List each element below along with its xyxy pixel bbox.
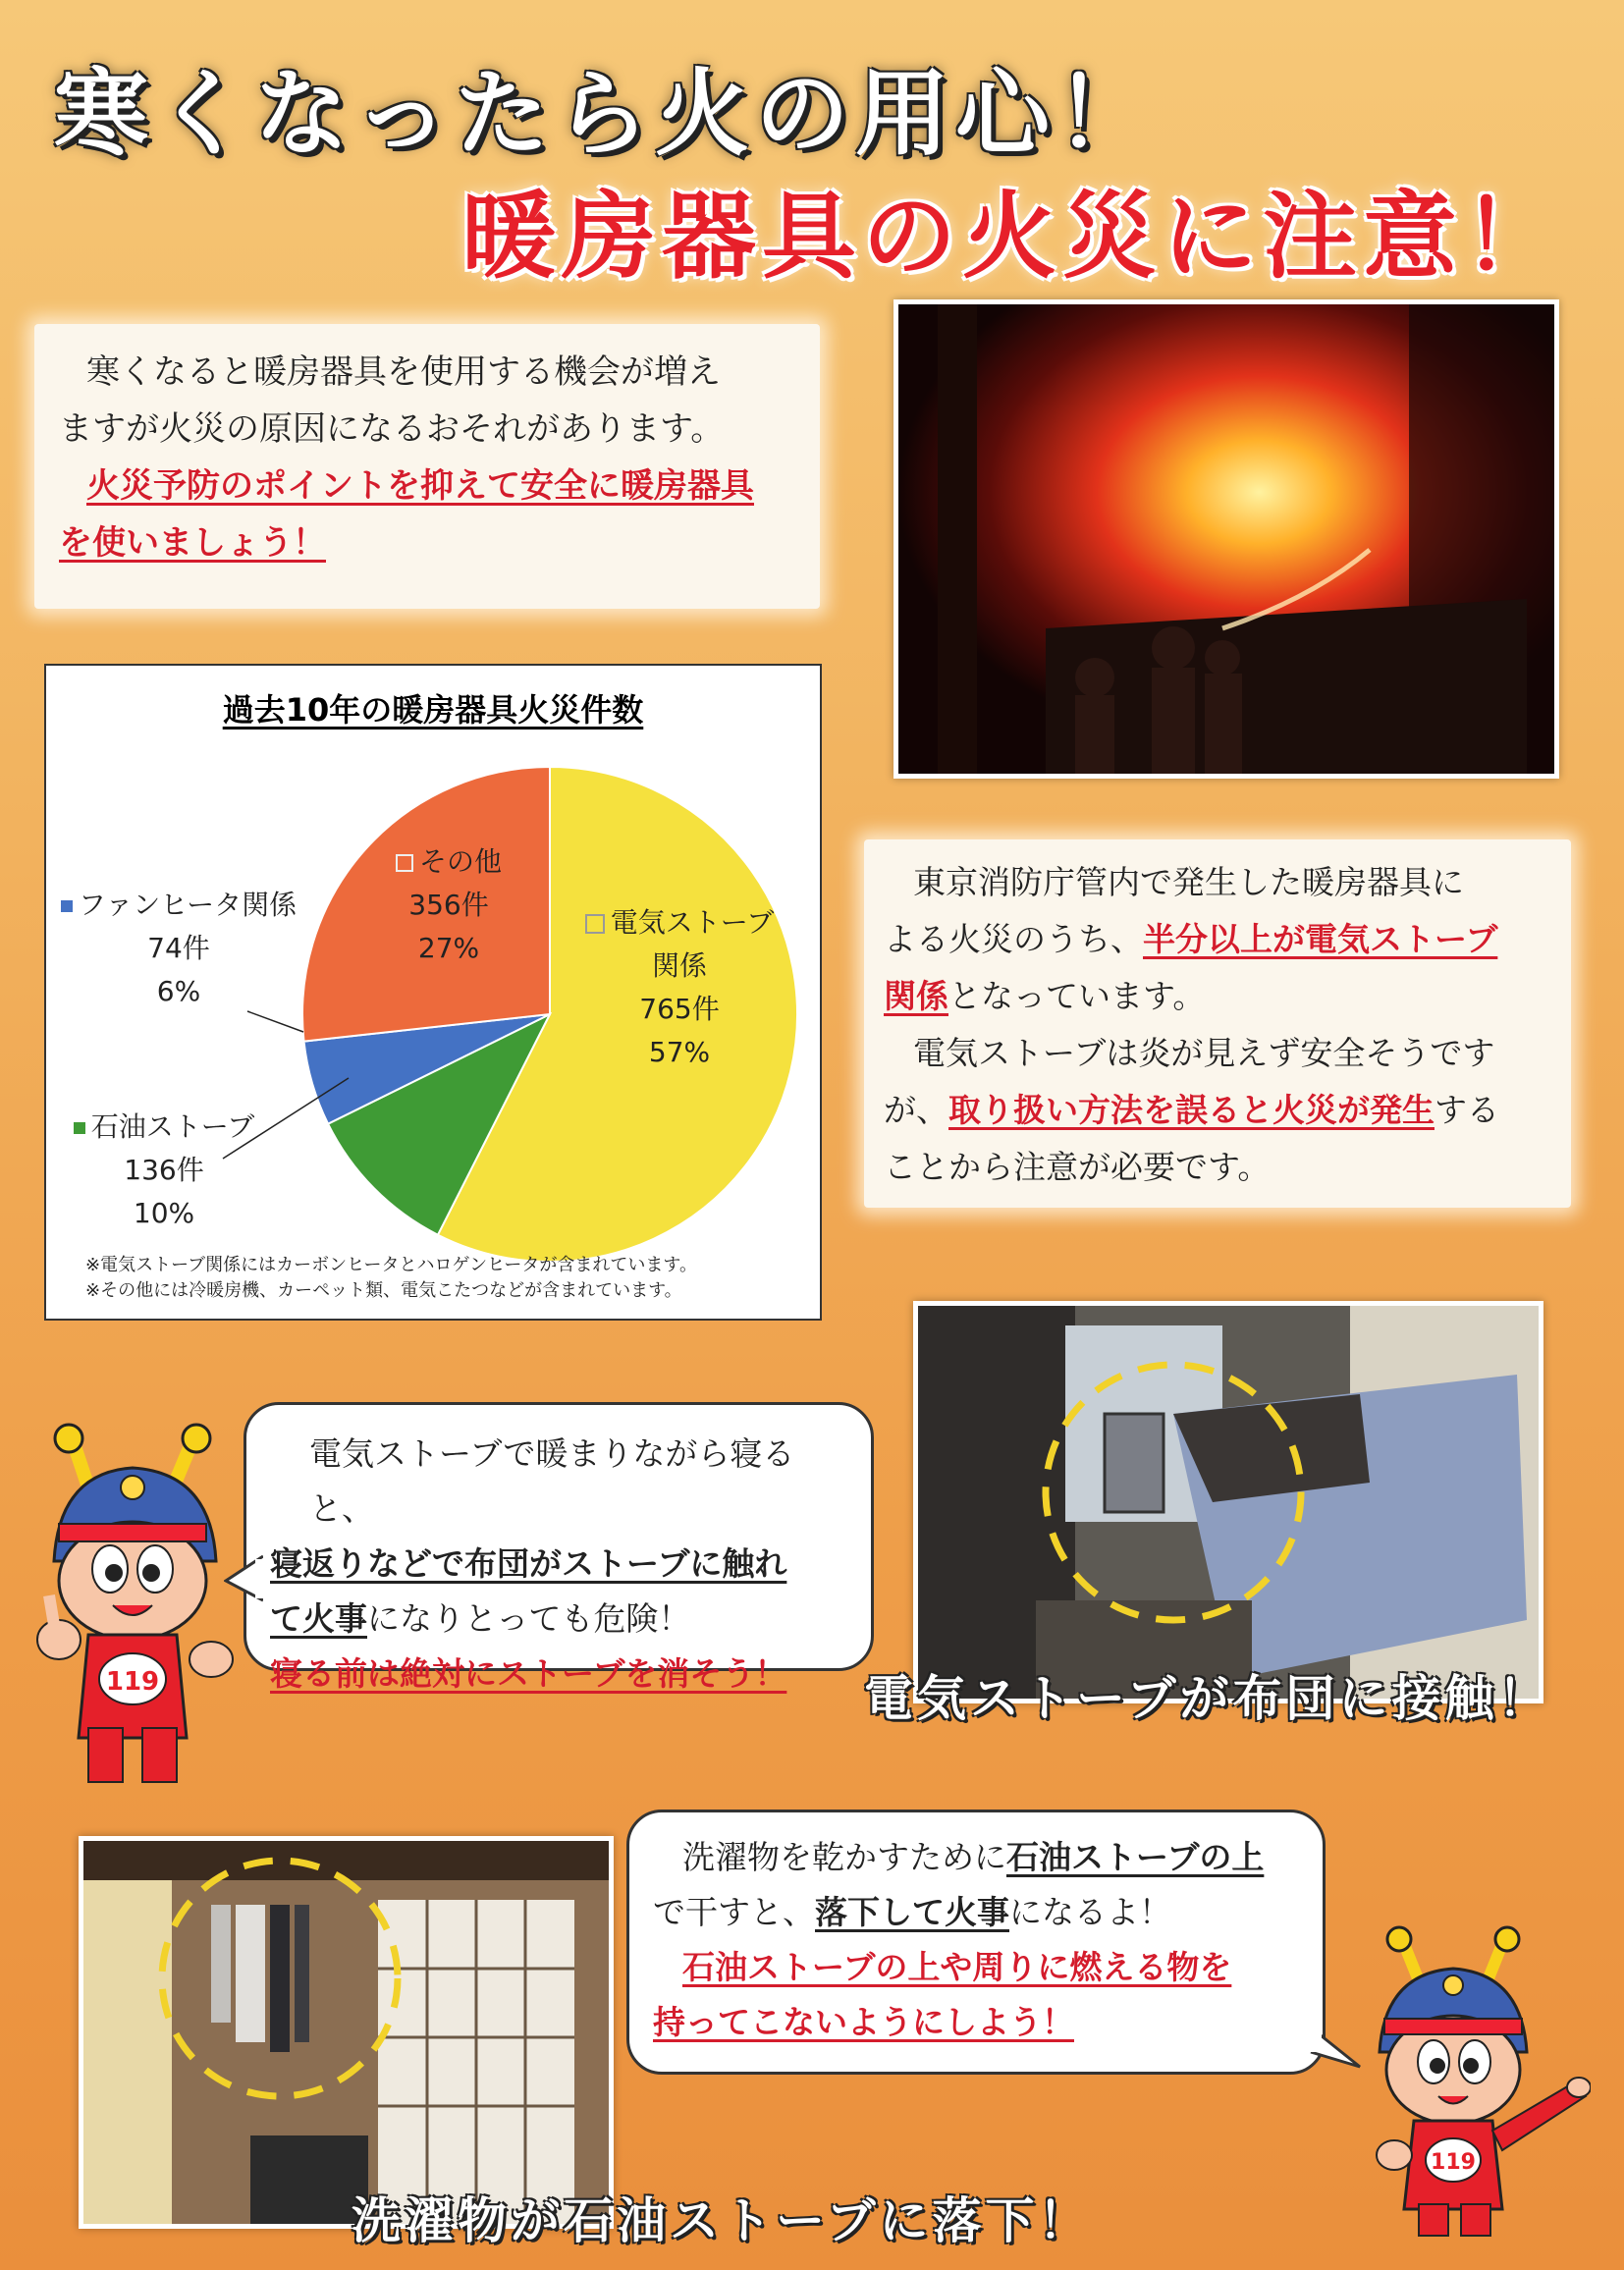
- bubble-text: で干すと、: [653, 1893, 815, 1931]
- laundry-scene-image: [83, 1841, 609, 2224]
- label-fan: ファンヒータ関係: [78, 889, 298, 921]
- fire-scene-image: [898, 304, 1554, 774]
- bubble-text: になるよ！: [1009, 1893, 1171, 1931]
- bedroom-scene-image: [918, 1306, 1539, 1699]
- chart-note: ※電気ストーブ関係にはカーボンヒータとハロゲンヒータが含まれています。: [85, 1255, 697, 1275]
- legend-swatch: [396, 854, 413, 872]
- info-emphasis: 関係: [884, 977, 948, 1015]
- label-sekiyu-percent: 10%: [133, 1197, 195, 1229]
- legend-swatch: [74, 1122, 85, 1134]
- label-sonota-percent: 27%: [417, 932, 480, 964]
- page-subtitle: 暖房器具の火災に注意！: [461, 182, 1563, 292]
- info-text: よる火災のうち、: [884, 920, 1143, 958]
- label-denki-percent: 57%: [648, 1036, 711, 1068]
- bubble-emphasis: 寝返りなどで布団がストーブに触れ: [270, 1544, 787, 1583]
- info-emphasis: 取り扱い方法を誤ると火災が発生: [948, 1091, 1435, 1129]
- label-sonota-count: 356件: [408, 889, 489, 921]
- info-text: が、: [884, 1091, 948, 1129]
- laundry-photo: [79, 1836, 614, 2229]
- photo-caption-bedroom: 電気ストーブが布団に接触！: [864, 1670, 1551, 1727]
- bedroom-photo: [913, 1301, 1543, 1703]
- info-text: となっています。: [948, 977, 1206, 1015]
- mascot-badge: 119: [105, 1667, 160, 1697]
- label-denki-b: 関係: [651, 949, 707, 982]
- intro-box: [34, 324, 820, 609]
- bubble-emphasis: 落下して火事: [815, 1893, 1009, 1931]
- speech-bubble-1: [244, 1402, 874, 1693]
- bubble-text: になりとっても危険！: [367, 1599, 691, 1638]
- mascot-badge: 119: [1431, 2150, 1476, 2175]
- intro-emphasis: を使いましょう！: [59, 523, 326, 563]
- info-line: ことから注意が必要です。: [884, 1148, 1271, 1186]
- bubble-emphasis: 石油ストーブの上: [1006, 1838, 1265, 1876]
- bubble-emphasis-red: 寝る前は絶対にストーブを消そう！: [270, 1654, 787, 1693]
- intro-line: ますが火災の原因になるおそれがあります。: [59, 409, 725, 449]
- info-line: 電気ストーブは炎が見えず安全そうです: [913, 1034, 1495, 1072]
- label-fan-count: 74件: [147, 932, 210, 964]
- pie-chart-panel: [44, 664, 822, 1321]
- bubble-text: 洗濯物を乾かすために: [682, 1838, 1006, 1876]
- label-sekiyu-count: 136件: [124, 1154, 204, 1186]
- label-denki-count: 765件: [639, 993, 720, 1025]
- page-title: 寒くなったら火の用心！: [54, 59, 1156, 169]
- legend-swatch: [61, 900, 73, 912]
- info-box: [864, 839, 1571, 1208]
- info-text: する: [1435, 1091, 1499, 1129]
- bubble-emphasis-red: 石油ストーブの上や周りに燃える物を: [682, 1948, 1232, 1986]
- fire-photo: [893, 299, 1559, 779]
- mascot-firefighter: [20, 1414, 245, 1797]
- legend-swatch: [585, 914, 605, 934]
- bubble-line: 電気ストーブで暖まりながら寝ると、: [309, 1434, 795, 1528]
- label-denki: 電気ストーブ: [610, 906, 775, 939]
- speech-bubble-2: [626, 1810, 1326, 2075]
- intro-line: 寒くなると暖房器具を使用する機会が増え: [86, 352, 721, 392]
- label-sekiyu: 石油ストーブ: [90, 1110, 255, 1143]
- label-sonota: その他: [418, 845, 502, 878]
- bubble-emphasis-red: 持ってこないようにしよう！: [653, 2003, 1074, 2041]
- label-fan-percent: 6%: [156, 975, 201, 1007]
- chart-title: 過去10年の暖房器具火災件数: [222, 691, 644, 729]
- chart-note: ※その他には冷暖房機、カーペット類、電気こたつなどが含まれています。: [85, 1280, 682, 1301]
- mascot-firefighter-pointing: [1345, 1915, 1591, 2239]
- bubble-emphasis: て火事: [270, 1599, 367, 1638]
- photo-caption-laundry: 洗濯物が石油ストーブに落下！: [352, 2192, 1092, 2249]
- leader-line: [247, 1011, 303, 1032]
- info-line: 東京消防庁管内で発生した暖房器具に: [913, 863, 1464, 901]
- info-emphasis: 半分以上が電気ストーブ: [1143, 920, 1498, 958]
- intro-emphasis: 火災予防のポイントを抑えて安全に暖房器具: [86, 466, 754, 506]
